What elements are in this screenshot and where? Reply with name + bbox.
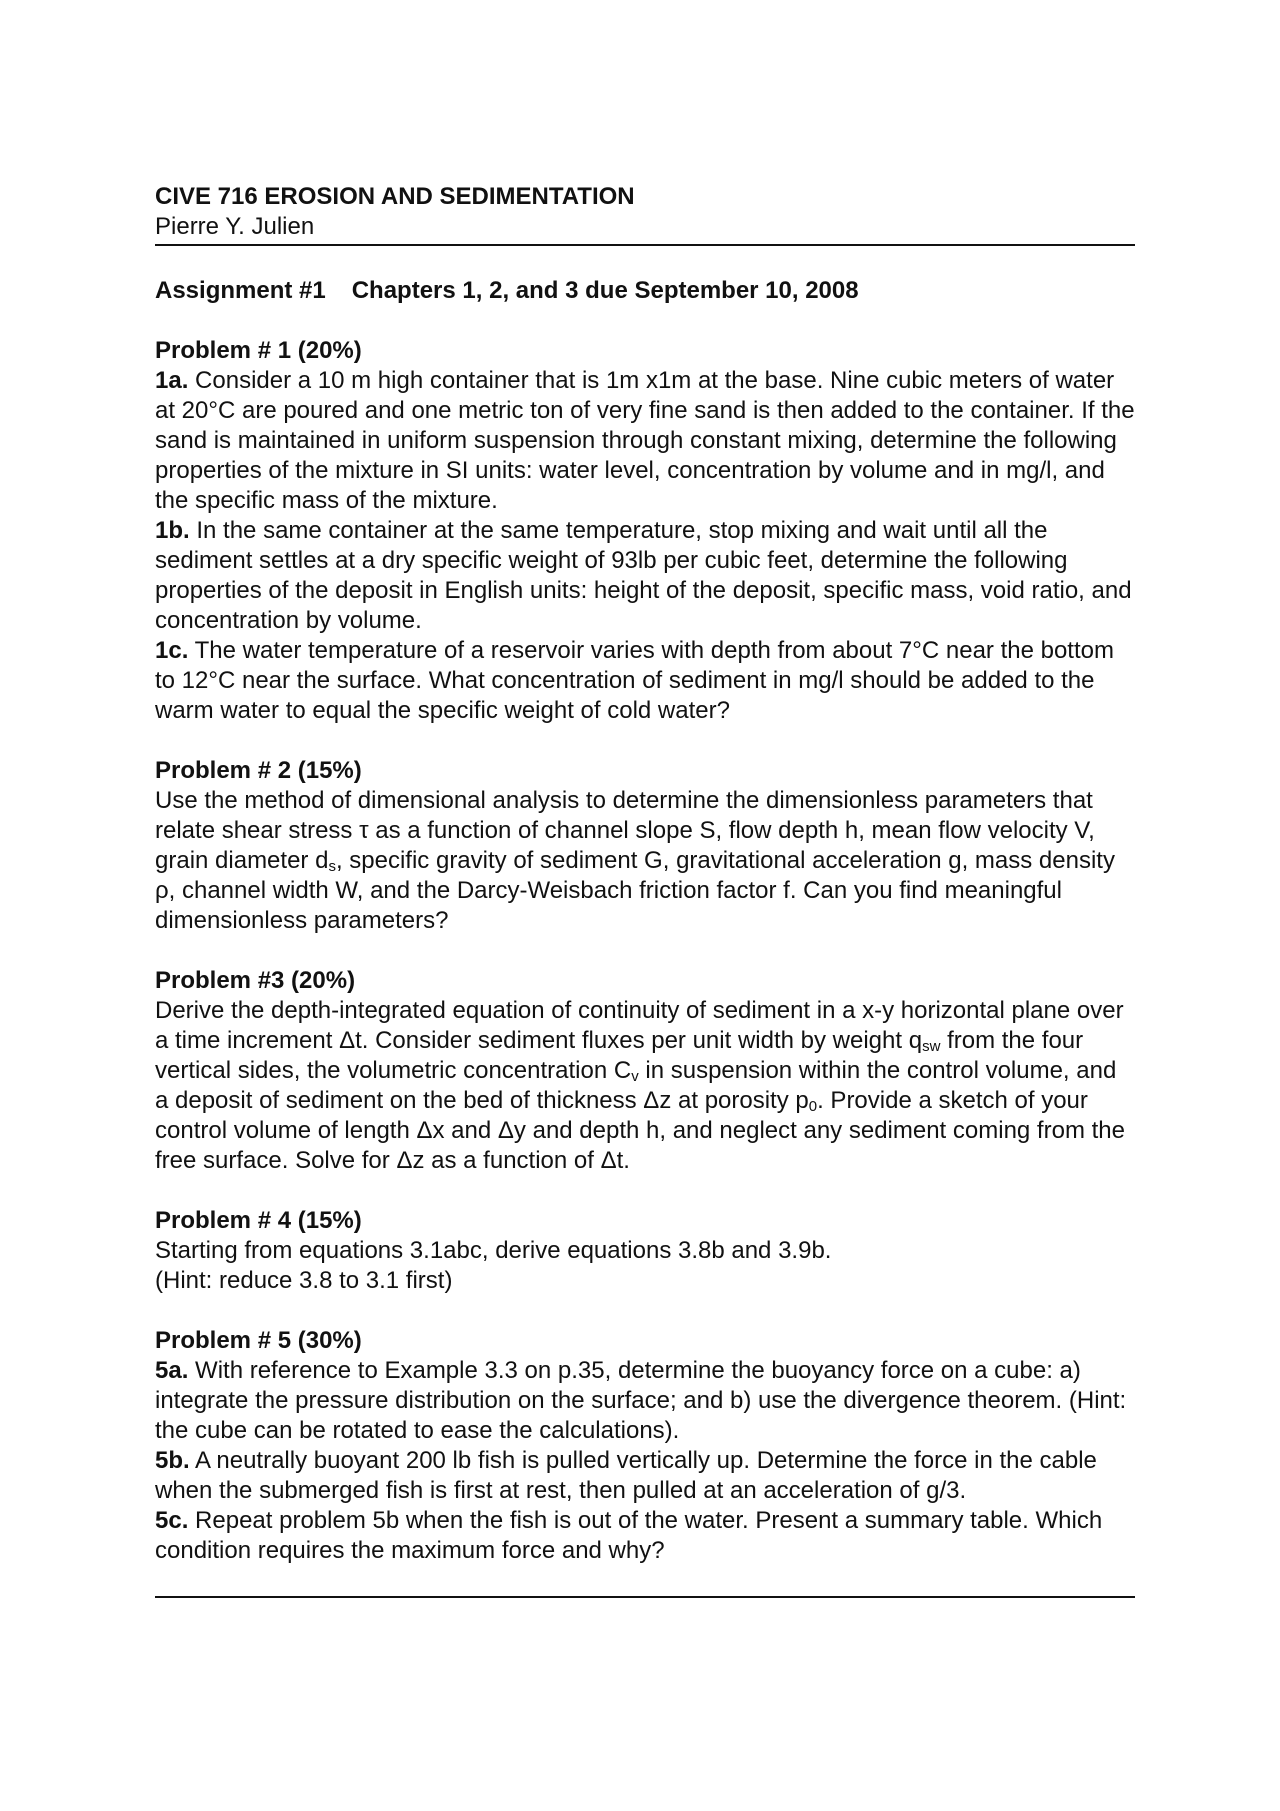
- problem-5: [155, 1326, 1135, 1566]
- header-divider: [155, 244, 1135, 246]
- problem-5b: [155, 1446, 1135, 1506]
- problem-5c-text: Repeat problem 5b when the fish is out of the water. Present a summary table. Which condition requires the maximum force and why?: [155, 1507, 1103, 1564]
- assignment-number: Assignment #1: [155, 277, 326, 304]
- problem-5b-text: A neutrally buoyant 200 lb fish is pulled vertically up. Determine the force in the cable when the submerged fish is first at rest, then pulled at an acceleration of g/3.: [155, 1447, 1097, 1504]
- problem-4: [155, 1206, 1135, 1296]
- assignment-heading: [155, 276, 1135, 306]
- problem-1c-label: 1c.: [155, 637, 189, 664]
- problem-5b-label: 5b.: [155, 1447, 190, 1474]
- problem-1c: [155, 636, 1135, 726]
- problem-1a: [155, 366, 1135, 516]
- problem-3-text-part: from the four vertical sides, the volumetric concentration C: [155, 1027, 1084, 1084]
- course-title: CIVE 716 EROSION AND SEDIMENTATION: [155, 183, 635, 210]
- subscript-0: 0: [808, 1098, 818, 1115]
- problem-1c-text: The water temperature of a reservoir varies with depth from about 7°C near the bottom to 12°C near the surface. What concentration of sediment in mg/l should be added to the warm water to equal the specific weight of cold water?: [155, 637, 1114, 724]
- problem-4-line-1: Starting from equations 3.1abc, derive equations 3.8b and 3.9b.: [155, 1237, 832, 1264]
- problem-1-title: Problem # 1 (20%): [155, 337, 362, 364]
- problem-5c-label: 5c.: [155, 1507, 189, 1534]
- problem-4-title: Problem # 4 (15%): [155, 1207, 362, 1234]
- problem-5c: [155, 1506, 1135, 1566]
- problem-1b: [155, 516, 1135, 636]
- problem-1b-text: In the same container at the same temperature, stop mixing and wait until all the sediment settles at a dry specific weight of 93lb per cubic feet, determine the following properties of the deposit in English units: height of the deposit, specific mass, void ratio, and concentration by volume.: [155, 517, 1132, 634]
- subscript-sw: sw: [922, 1038, 941, 1055]
- subscript-v: v: [631, 1068, 639, 1085]
- problem-1a-label: 1a.: [155, 367, 189, 394]
- problem-2-text-part: Use the method of dimensional analysis to determine the dimensionless parameters that relate shear stress τ as a function of channel slope S, flow depth h, mean flow velocity V, grain diameter d: [155, 787, 1095, 874]
- subscript-s: s: [328, 858, 336, 875]
- problem-3-text: [155, 996, 1135, 1176]
- problem-3-text-part: Derive the depth-integrated equation of continuity of sediment in a x-y horizontal plane over a time increment Δt. Consider sediment fluxes per unit width by weight q: [155, 997, 1124, 1054]
- problem-3-text-part: in suspension within the control volume, and a deposit of sediment on the bed of thickness Δz at porosity p: [155, 1057, 1117, 1114]
- problem-2: [155, 756, 1135, 936]
- problem-2-text-part: , specific gravity of sediment G, gravitational acceleration g, mass density ρ, channel width W, and the Darcy-Weisbach friction factor f. Can you find meaningful dimensionless parameters?: [155, 847, 1115, 934]
- problem-3-title: Problem #3 (20%): [155, 967, 356, 994]
- assignment-scope: Chapters 1, 2, and 3 due September 10, 2008: [351, 277, 859, 304]
- author-name: Pierre Y. Julien: [155, 213, 315, 240]
- problem-2-title: Problem # 2 (15%): [155, 757, 362, 784]
- problem-1: [155, 336, 1135, 726]
- problem-5a: [155, 1356, 1135, 1446]
- problem-5a-text: With reference to Example 3.3 on p.35, determine the buoyancy force on a cube: a) integrate the pressure distribution on the surface; and b) use the divergence theorem. (Hint: the cube can be rotated to ease the calculations).: [155, 1357, 1127, 1444]
- problem-3: [155, 966, 1135, 1176]
- problem-5a-label: 5a.: [155, 1357, 189, 1384]
- document-page: [155, 182, 1135, 1598]
- problem-3-text-part: . Provide a sketch of your control volume of length Δx and Δy and depth h, and neglect any sediment coming from the free surface. Solve for Δz as a function of Δt.: [155, 1087, 1125, 1174]
- problem-1a-text: Consider a 10 m high container that is 1m x1m at the base. Nine cubic meters of water at 20°C are poured and one metric ton of very fine sand is then added to the container. If the sand is maintained in uniform suspension through constant mixing, determine the following properties of the mixture in SI units: water level, concentration by volume and in mg/l, and the specific mass of the mixture.: [155, 367, 1135, 514]
- problem-5-title: Problem # 5 (30%): [155, 1327, 362, 1354]
- problem-4-line-2: (Hint: reduce 3.8 to 3.1 first): [155, 1267, 453, 1294]
- problem-2-text: [155, 786, 1135, 936]
- problem-1b-label: 1b.: [155, 517, 190, 544]
- footer-divider: [155, 1596, 1135, 1598]
